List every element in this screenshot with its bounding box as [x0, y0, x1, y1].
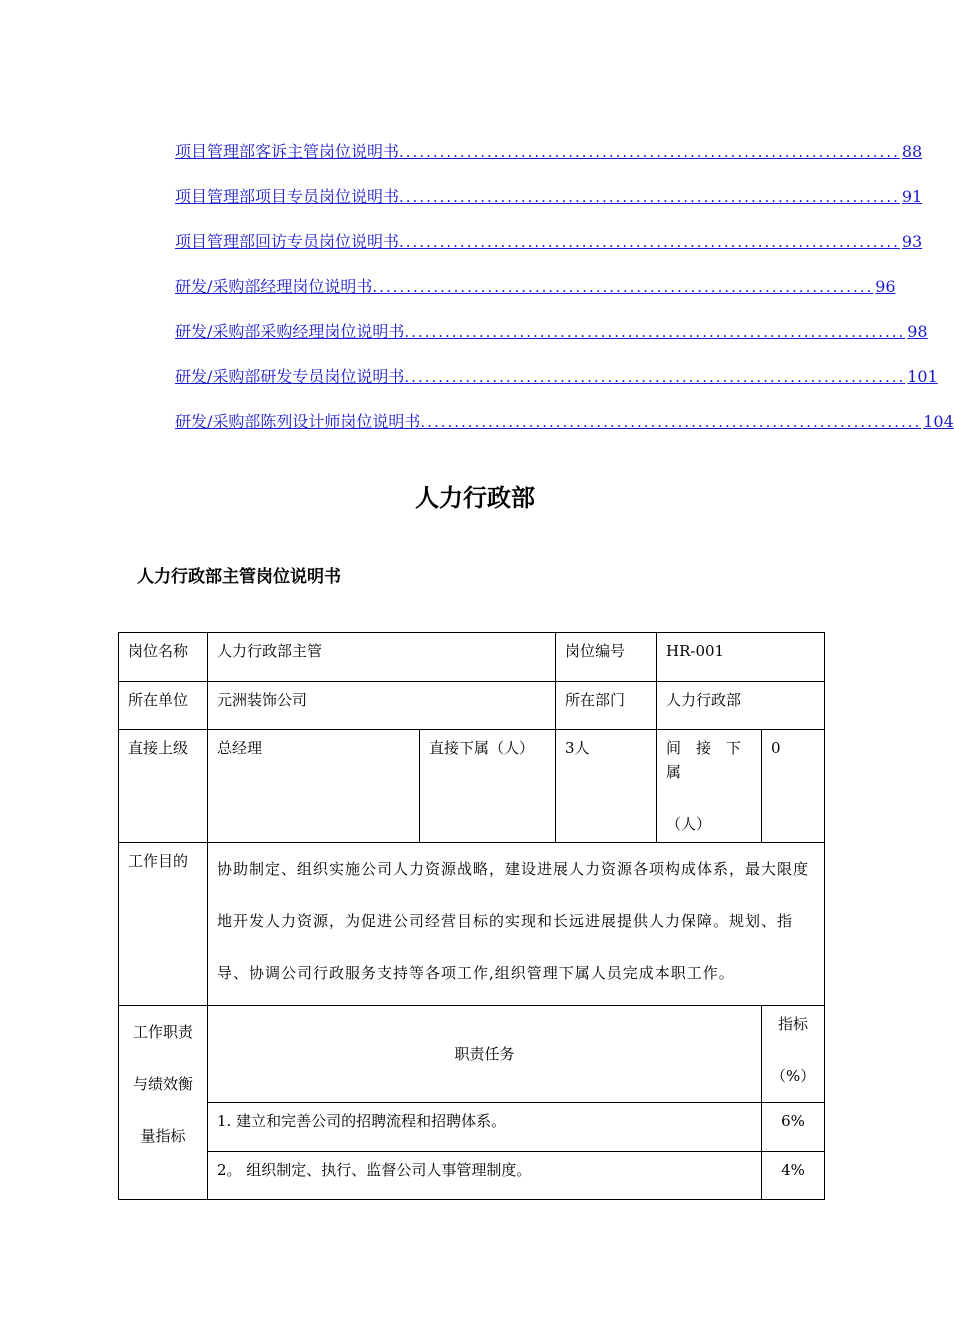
indirect-subordinates-label-line2: （人） [666, 815, 712, 833]
toc-leader-dots: .......................................................................... [404, 368, 906, 386]
toc-link[interactable] [175, 320, 928, 365]
duty-task: 1. 建立和完善公司的招聘流程和招聘体系。 [208, 1103, 762, 1152]
duty-indicator: 6% [762, 1103, 825, 1152]
duty-indicator: 4% [762, 1152, 825, 1200]
toc-link[interactable] [175, 410, 954, 455]
toc-leader-dots: .......................................................................... [420, 413, 922, 431]
toc-leader-dots: .......................................................................... [399, 188, 900, 206]
indicator-header-line2: （%） [771, 1067, 816, 1085]
table-of-contents [175, 140, 954, 455]
toc-page-number: 104 [923, 412, 954, 431]
toc-link-title: 研发/采购部经理岗位说明书 [175, 277, 373, 296]
unit-value: 元洲装饰公司 [208, 682, 556, 730]
unit-label: 所在单位 [119, 682, 208, 730]
indirect-subordinates-label-line1: 间 接 下 属 [666, 739, 757, 781]
indicator-header [762, 1006, 825, 1103]
toc-link-title: 项目管理部项目专员岗位说明书 [175, 187, 400, 206]
toc-link[interactable] [175, 365, 938, 410]
toc-link[interactable] [175, 275, 896, 320]
toc-page-number: 93 [901, 232, 923, 251]
toc-link-title: 研发/采购部研发专员岗位说明书 [175, 367, 405, 386]
table-row [119, 1103, 825, 1152]
toc-page-number: 91 [901, 187, 923, 206]
toc-link-title: 研发/采购部采购经理岗位说明书 [175, 322, 405, 341]
toc-link-title: 项目管理部客诉主管岗位说明书 [175, 142, 400, 161]
duties-header: 职责任务 [208, 1006, 762, 1103]
superior-value: 总经理 [208, 730, 420, 843]
direct-subordinates-value: 3人 [556, 730, 657, 843]
table-row [119, 843, 825, 1006]
toc-link[interactable] [175, 230, 923, 275]
toc-page-number: 88 [901, 142, 923, 161]
table-row [119, 1152, 825, 1200]
duty-task: 2。 组织制定、执行、监督公司人事管理制度。 [208, 1152, 762, 1200]
purpose-label: 工作目的 [119, 843, 208, 1006]
toc-link-title: 项目管理部回访专员岗位说明书 [175, 232, 400, 251]
table-row [119, 1006, 825, 1103]
dept-value: 人力行政部 [657, 682, 825, 730]
direct-subordinates-label: 直接下属（人） [420, 730, 556, 843]
indirect-subordinates-value: 0 [762, 730, 825, 843]
toc-leader-dots: .......................................................................... [399, 143, 900, 161]
duties-label: 工作职责与绩效衡量指标 [119, 1006, 208, 1200]
job-description-table [118, 632, 825, 1200]
purpose-text: 协助制定、组织实施公司人力资源战略，建设进展人力资源各项构成体系，最大限度地开发人力资源，为促进公司经营目标的实现和长远进展提供人力保障。规划、指导、协调公司行政服务支持等各项工作,组织管理下属人员完成本职工作。 [208, 843, 825, 1006]
position-code-label: 岗位编号 [556, 633, 657, 682]
toc-link[interactable] [175, 185, 923, 230]
document-title: 人力行政部主管岗位说明书 [137, 567, 341, 587]
indicator-header-line1: 指标 [778, 1015, 809, 1033]
table-row [119, 682, 825, 730]
position-name-value: 人力行政部主管 [208, 633, 556, 682]
position-code-value: HR-001 [657, 633, 825, 682]
table-row [119, 730, 825, 843]
dept-label: 所在部门 [556, 682, 657, 730]
toc-page-number: 101 [907, 367, 938, 386]
toc-leader-dots: .......................................................................... [399, 233, 900, 251]
table-row [119, 633, 825, 682]
toc-page-number: 98 [907, 322, 928, 341]
toc-link-title: 研发/采购部陈列设计师岗位说明书 [175, 412, 421, 431]
toc-leader-dots: .......................................................................... [404, 323, 906, 341]
toc-link[interactable] [175, 140, 923, 185]
toc-page-number: 96 [875, 277, 896, 296]
superior-label: 直接上级 [119, 730, 208, 843]
toc-leader-dots: .......................................................................... [372, 278, 874, 296]
section-heading: 人力行政部 [415, 484, 535, 512]
indirect-subordinates-label [657, 730, 762, 843]
position-name-label: 岗位名称 [119, 633, 208, 682]
